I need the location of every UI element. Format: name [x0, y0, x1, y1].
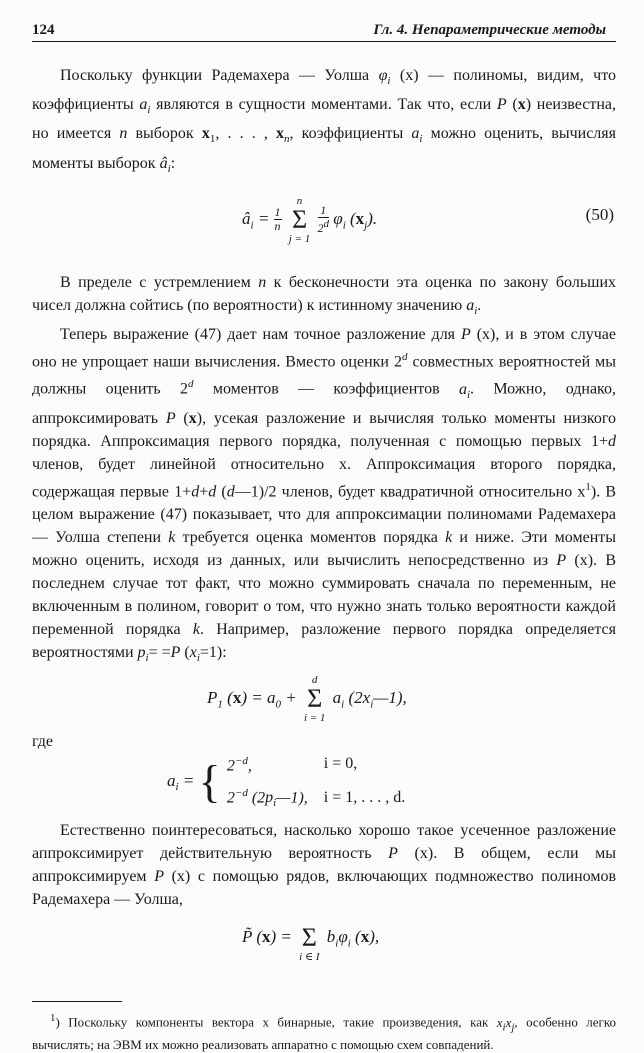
page-number: 124	[32, 22, 55, 38]
paragraph-1: Поскольку функции Радемахера — Уолша $\varphi_i$ (x) — полиномы, видим, что коэффициенты $a_i$ являются в сущности моментами. Так что, если P (x) неизвестна, но имеется n выборок $x_1$, . . . , $x_n$, коэффициенты $a_i$ можно оценить, вычисляя моменты выборок $â_i$:	[32, 67, 617, 175]
page	[32, 22, 616, 1053]
equation-approximation: P̃ (x) = Σ i ∈ I $b_i\varphi_i$ (x),	[32, 913, 616, 959]
equation-number: (50)	[585, 204, 614, 224]
case-row: $2^{-d}$, i = 0,	[226, 754, 358, 775]
paragraph-3: Теперь выражение (47) дает нам точное разложение для P (x), и в этом случае оно не упрощает наши вычисления. Вместо оценки 2$^d$ совместных вероятностей мы должны оценить 2$^d$ моментов — коэффициентов $a_i$. Можно, однако, аппроксимировать P (x), усекая разложение и вычисляя только моменты низкого порядка. Аппроксимация первого порядка, полученная с помощью первых 1+d членов, будет линейной относительно x. Аппроксимация второго порядка, содержащая первые 1+d+d (d—1)/2 членов, будет квадратичной относительно $x^1$). В целом выражение (47) показывает, что для аппроксимации полиномами Радемахера — Уолша степени k требуется оценка моментов порядка k и ниже. Эти моменты можно оценить, исходя из данных, или вычислить непосредственно из P (x). В последнем случае тот факт, что можно суммировать сначала по переменным, не включенным в полином, говорит о том, что нужно знать только вероятности каждой переменной порядка k. Например, разложение первого порядка определяется вероятностями $p_i= =P$ $(x_i=1)$:	[32, 325, 617, 665]
left-brace: {	[198, 756, 221, 808]
equation-first-order: $P_1$ $(x) = a_0$ + d Σ i = 1 $a_i$ $(2x_i—1)$,	[207, 674, 407, 725]
footnote: $^1$) Поскольку компоненты вектора x бинарные, такие произведения, как $x_ix_j$, особенно легко вычислять; на ЭВМ их можно реализовать аппаратно с помощью схем совпадений.	[32, 1012, 616, 1053]
eq50-lhs: â	[242, 208, 251, 228]
cases-table	[225, 747, 421, 817]
eq50-sum: n Σ j = 1	[288, 194, 311, 245]
case-row: $2^{-d}$ $(2p_i—1)$, i = 1, . . . , d.	[226, 786, 406, 810]
eq50-frac-1-over-n: $\frac{1}{n}$	[274, 205, 281, 234]
equation-50: $â_i$ = $\frac{1}{n}$ n Σ j = 1 $\frac{1}{2^d}$ $\varphi_i$ $(x_j)$. (50)	[242, 194, 614, 245]
eq-approx-sum: Σ i ∈ I	[299, 923, 320, 964]
eq50-frac-1-over-2d: $\frac{1}{2^d}$	[317, 203, 330, 236]
where-label: где	[32, 733, 54, 751]
running-header	[32, 22, 616, 42]
paragraph-4: Естественно поинтересоваться, насколько хорошо такое усеченное разложение аппроксимирует действительную вероятность P (x). В общем, если мы аппроксимируем P (x) с помощью рядов, включающих подмножество полиномов Радемахера — Уолша,	[32, 822, 617, 909]
eq-first-order-sum: d Σ i = 1	[303, 674, 326, 725]
paragraph-2: В пределе с устремлением n к бесконечности эта оценка по закону больших чисел должна сойтись (по вероятности) к истинному значению $a_i$.	[32, 273, 617, 317]
equation-cases: $a_i$ = { $2^{-d}$, i = 0, $2^{-d}$ $(2p_i—1)$, i = 1, . . . , d.	[32, 747, 616, 803]
running-title: Гл. 4. Непараметрические методы	[373, 22, 606, 38]
footnote-rule	[32, 1001, 122, 1002]
